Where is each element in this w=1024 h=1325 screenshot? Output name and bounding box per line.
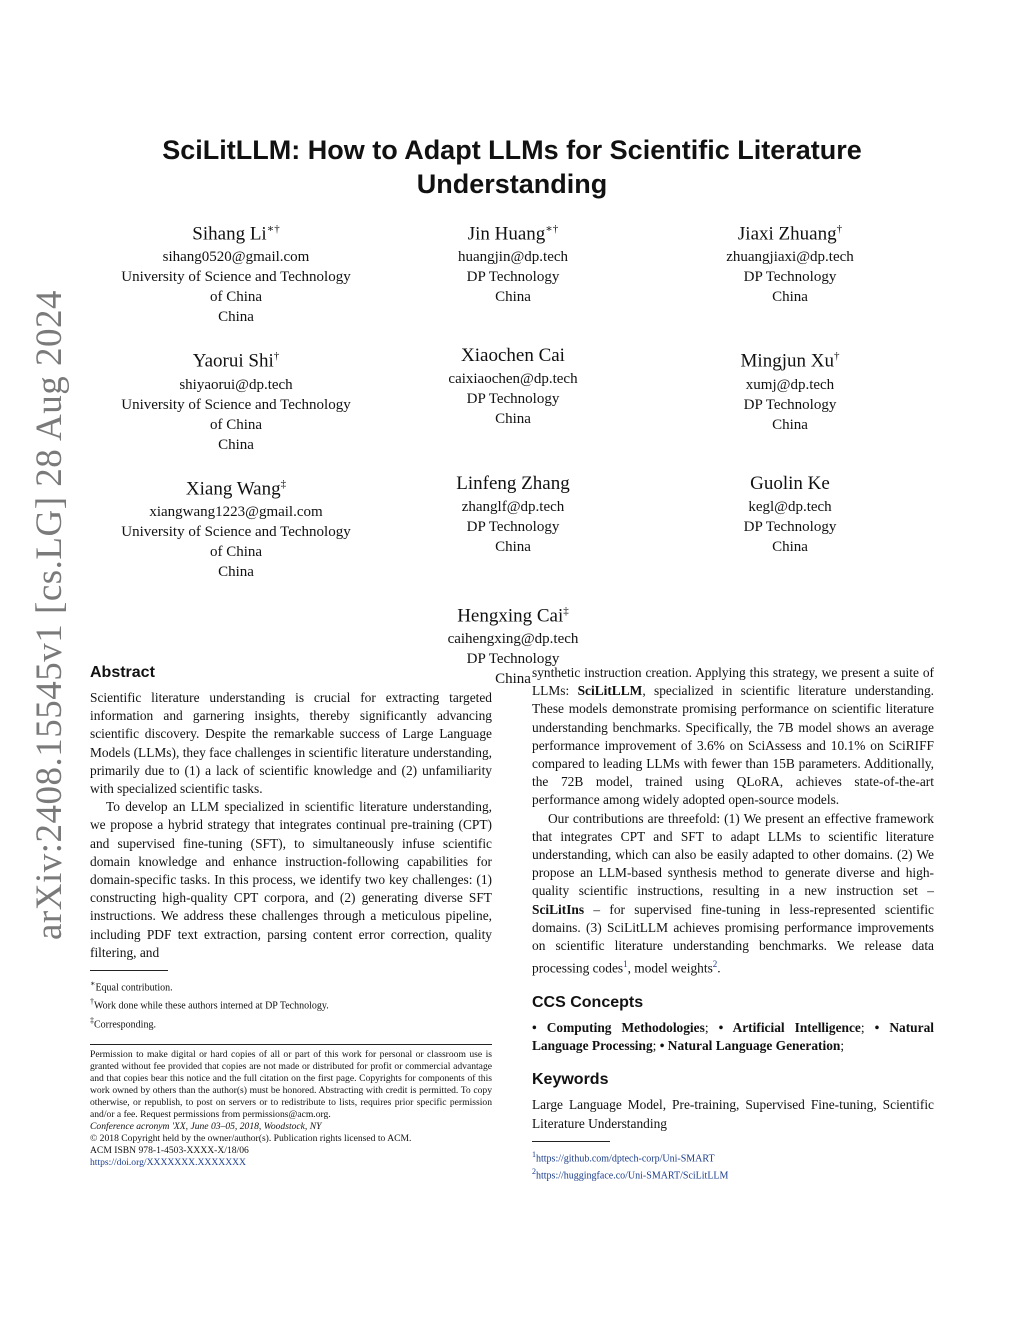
- ccs-separator: ;: [652, 1038, 660, 1054]
- abstract-text: Our contributions are threefold: (1) We present an effective framework that integrates CPT and SFT to adapt LLMs to scientific literature understanding, which can also be easily adapted to other domains. (2) We propose an LLM-based synthesis method to generate diverse and high-quality scientific instructions, resulting in a new instruction set –: [532, 810, 934, 899]
- keywords-text: Large Language Model, Pre-training, Supervised Fine-tuning, Scientific Literature Understanding: [532, 1097, 934, 1131]
- author-mark: ∗†: [266, 223, 280, 235]
- author-name: Xiang Wang: [185, 477, 281, 499]
- footnote: [90, 995, 492, 1013]
- author-affiliation: DP Technology: [743, 269, 837, 286]
- paper-title: SciLitLLM: How to Adapt LLMs for Scientific Literature Understanding: [162, 135, 862, 199]
- author-affiliation-cont: of China: [209, 543, 263, 560]
- author-card: [644, 216, 936, 327]
- author-affiliation: University of Science and Technology: [121, 396, 351, 413]
- contributions-paragraph: [532, 810, 934, 978]
- footnote-mark: ‡: [90, 1015, 94, 1025]
- footnote-mark: ∗: [90, 979, 96, 989]
- author-email: sihang0520@gmail.com: [162, 249, 310, 266]
- abstract-paragraph: To develop an LLM specialized in scientific literature understanding, we propose a hybrid strategy that integrates continual pre-training (CPT) and supervised fine-tuning (SFT), to simultaneously infuse scientific domain knowledge and enhance instruction-following capabilities for domain-specific tasks. In this process, we identify two key challenges: (1) constructing high-quality CPT corpora, and (2) generating diverse SFT instructions. We address these challenges through a meticulous pipeline, including PDF text extraction, parsing content error correction, quality filtering, and: [90, 799, 492, 960]
- author-affiliation: DP Technology: [466, 518, 560, 535]
- footnote-ref-1[interactable]: 1: [623, 959, 628, 970]
- author-card: [90, 216, 382, 327]
- permission-divider: [90, 1044, 492, 1045]
- abstract-paragraph-continued: [532, 664, 934, 810]
- author-card: [382, 471, 644, 582]
- keywords-heading: Keywords: [532, 1071, 609, 1089]
- author-card: [90, 471, 382, 582]
- right-column: [532, 664, 934, 1182]
- instruction-set-name: SciLitIns: [532, 901, 585, 917]
- author-email: xiangwang1223@gmail.com: [149, 503, 323, 520]
- author-name: Mingjun Xu: [740, 350, 834, 372]
- footnote-mark: †: [90, 997, 94, 1007]
- github-link[interactable]: https://github.com/dptech-corp/Uni-SMART: [536, 1153, 715, 1165]
- ccs-concepts: [532, 1019, 934, 1055]
- author-name: Jiaxi Zhuang: [737, 223, 837, 245]
- footnote: [90, 1014, 492, 1032]
- ccs-separator: ;: [704, 1019, 719, 1035]
- author-country: China: [218, 309, 254, 326]
- author-country: China: [495, 671, 531, 688]
- author-affiliation: DP Technology: [466, 651, 560, 668]
- url-footnote: [532, 1148, 934, 1165]
- author-country: China: [218, 436, 254, 453]
- ccs-concept: • Computing Methodologies: [532, 1019, 705, 1035]
- author-country: China: [772, 538, 808, 555]
- footnote-text: Corresponding.: [94, 1019, 156, 1031]
- author-country: China: [218, 563, 254, 580]
- ccs-concept: • Natural Language Processing: [532, 1019, 934, 1054]
- author-email: xumj@dp.tech: [745, 376, 835, 393]
- author-affiliation: DP Technology: [743, 396, 837, 413]
- author-mark: ∗†: [545, 223, 559, 235]
- author-email: zhuangjiaxi@dp.tech: [726, 249, 854, 266]
- author-mark: †: [833, 350, 840, 363]
- abstract-text: synthetic instruction creation. Applying this strategy, we present a suite of LLMs:: [532, 665, 934, 699]
- author-affiliation-cont: of China: [209, 289, 263, 306]
- author-affiliation: University of Science and Technology: [121, 269, 351, 286]
- abstract-paragraph: Scientific literature understanding is crucial for extracting targeted information and garnering insights, thereby significantly advancing scientific discovery. Despite the remarkable success of Large Language Models (LLMs), they face challenges in scientific literature understanding, primarily due to (1) a lack of scientific knowledge and (2) unfamiliarity with specialized scientific tasks.: [90, 690, 492, 797]
- permission-notice: Permission to make digital or hard copies of all or part of this work for personal or classroom use is granted without fee provided that copies are not made or distributed for profit or commercial advantage and that copies bear this notice and the full citation on the first page. Copyrights for components of this work owned by others than the author(s) must be honored. Abstracting with credit is permitted. To copy otherwise, or republish, to post on servers or to redistribute to lists, requires prior specific permission and/or a fee. Request permissions from permissions@acm.org.: [90, 1049, 492, 1121]
- author-card: [644, 343, 936, 454]
- author-affiliation: DP Technology: [466, 269, 560, 286]
- left-column: [90, 662, 492, 1169]
- footnote-mark: 1: [532, 1149, 536, 1159]
- abstract-text: – for supervised fine-tuning in less-represented scientific domains. (3) SciLitLLM achieves promising performance improvements on scientific literature understanding benchmarks. We release data processing codes: [532, 901, 934, 976]
- author-mark: †: [273, 350, 280, 363]
- abstract-text: .: [717, 960, 721, 976]
- author-email: caihengxing@dp.tech: [447, 631, 579, 648]
- author-name: Sihang Li: [192, 223, 267, 245]
- author-mark: ‡: [563, 604, 569, 617]
- author-email: zhanglf@dp.tech: [461, 498, 565, 515]
- footnote: [90, 977, 492, 995]
- author-name: Hengxing Cai: [457, 605, 564, 627]
- author-name: Yaorui Shi: [192, 350, 274, 372]
- author-name: Guolin Ke: [750, 472, 830, 494]
- author-country: China: [495, 538, 531, 555]
- author-country: China: [495, 411, 531, 428]
- author-country: China: [495, 289, 531, 306]
- ccs-concept: • Artificial Intelligence: [718, 1019, 861, 1035]
- author-name: Jin Huang: [467, 223, 546, 245]
- ccs-heading: CCS Concepts: [532, 993, 644, 1011]
- abstract-heading: Abstract: [90, 664, 155, 681]
- author-card: [644, 471, 936, 582]
- huggingface-link[interactable]: https://huggingface.co/Uni-SMART/SciLitLLM: [536, 1170, 729, 1182]
- footnote-text: Equal contribution.: [95, 982, 173, 994]
- author-affiliation: DP Technology: [466, 391, 560, 408]
- author-email: caixiaochen@dp.tech: [448, 371, 578, 388]
- arxiv-stamp: arXiv:2408.15545v1 [cs.LG] 28 Aug 2024: [29, 290, 70, 940]
- footnote-ref-2[interactable]: 2: [712, 959, 718, 970]
- author-card: [382, 343, 644, 454]
- author-block: [90, 216, 936, 689]
- abstract-text: , model weights: [627, 960, 713, 976]
- footnote-text: Work done while these authors interned at DP Technology.: [94, 1000, 329, 1012]
- doi-link[interactable]: https://doi.org/XXXXXXX.XXXXXXX: [90, 1157, 246, 1169]
- author-card: [382, 216, 644, 327]
- url-footnote: [532, 1165, 934, 1182]
- footnote-divider: [532, 1141, 610, 1142]
- ccs-concept: • Natural Language Generation: [659, 1038, 841, 1054]
- model-name: SciLitLLM: [577, 683, 643, 699]
- abstract-text: , specialized in scientific literature understanding. These models demonstrate promising performance on scientific literature understanding benchmarks. Specifically, the 7B model shows an average performance improvement of 3.6% on SciAssess and 10.1% on SciRIFF compared to leading LLMs with fewer than 15B parameters. Additionally, the 72B model, trained using QLoRA, achieves state-of-the-art performance among widely adopted open-source models.: [532, 683, 935, 808]
- footnote-divider: [90, 970, 168, 971]
- author-affiliation: University of Science and Technology: [121, 523, 351, 540]
- author-country: China: [772, 289, 808, 306]
- author-email: kegl@dp.tech: [748, 498, 832, 515]
- author-mark: ‡: [280, 477, 287, 490]
- author-name: Xiaochen Cai: [461, 345, 565, 367]
- author-email: shiyaorui@dp.tech: [179, 376, 293, 393]
- author-mark: †: [836, 223, 843, 235]
- author-name: Linfeng Zhang: [456, 472, 570, 494]
- copyright-line: © 2018 Copyright held by the owner/author(s). Publication rights licensed to ACM.: [90, 1133, 412, 1145]
- footnote-mark: 2: [532, 1167, 536, 1177]
- author-email: huangjin@dp.tech: [457, 249, 569, 266]
- author-affiliation: DP Technology: [743, 518, 837, 535]
- author-card: [90, 343, 382, 454]
- ccs-separator: ;: [840, 1038, 845, 1054]
- ccs-separator: ;: [860, 1019, 875, 1035]
- author-country: China: [772, 416, 808, 433]
- isbn-line: ACM ISBN 978-1-4503-XXXX-X/18/06: [90, 1145, 249, 1157]
- author-affiliation-cont: of China: [209, 416, 263, 433]
- conference-line: Conference acronym 'XX, June 03–05, 2018, Woodstock, NY: [90, 1121, 322, 1133]
